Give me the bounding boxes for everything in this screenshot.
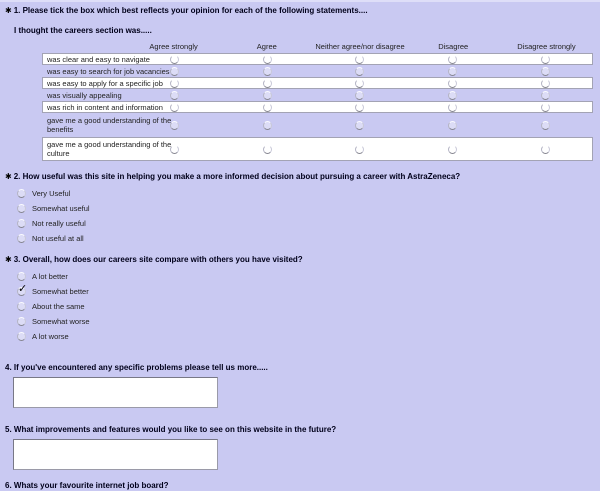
page-top-edge [0, 0, 600, 2]
q3-option [17, 329, 600, 344]
matrix-row [42, 89, 593, 101]
q4-answer-textarea[interactable] [13, 377, 218, 408]
matrix-row-label [43, 140, 172, 158]
matrix-cell [221, 103, 314, 112]
matrix-cell [314, 121, 407, 130]
question-3-title-text: 3. Overall, how does our careers site compare with others you have visited? [13, 255, 303, 264]
matrix-radio-row2-col2[interactable] [263, 67, 272, 76]
matrix-cell [221, 145, 314, 154]
required-icon: ✱ [5, 172, 12, 181]
q2-radio-4[interactable] [17, 234, 26, 243]
matrix-row [42, 53, 593, 65]
radio-checked-icon: ✓ [18, 282, 28, 295]
matrix-radio-row3-col5[interactable] [541, 79, 550, 88]
matrix-row-label [43, 116, 172, 134]
matrix-radio-row5-col4[interactable] [448, 103, 457, 112]
q3-option [17, 314, 600, 329]
matrix-row [42, 65, 593, 77]
matrix-cell [499, 103, 592, 112]
q5-answer-textarea[interactable] [13, 439, 218, 470]
q3-radio-5[interactable] [17, 332, 26, 341]
question-6-title: 6. Whats your favourite internet job board? [5, 481, 169, 490]
matrix-cell [314, 145, 407, 154]
q2-option [17, 186, 600, 201]
matrix-cell [314, 91, 407, 100]
q2-option-label: Somewhat useful [32, 204, 90, 213]
matrix-cell [406, 145, 499, 154]
question-3-title [0, 255, 600, 265]
matrix-radio-row7-col3[interactable] [355, 145, 364, 154]
matrix-radio-row2-col3[interactable] [355, 67, 364, 76]
q3-option-label: A lot better [32, 272, 68, 281]
q2-radio-2[interactable] [17, 204, 26, 213]
matrix-cell [406, 55, 499, 64]
matrix-cell [406, 67, 499, 76]
matrix-cell [499, 91, 592, 100]
q3-option [17, 299, 600, 314]
matrix-header-row [42, 39, 593, 53]
matrix-cell [314, 103, 407, 112]
required-icon: ✱ [5, 255, 12, 264]
q1-matrix-table [42, 39, 593, 161]
matrix-row-label [43, 78, 163, 88]
matrix-radio-row5-col1[interactable] [170, 103, 179, 112]
matrix-radio-row2-col1[interactable] [170, 67, 179, 76]
matrix-row-label-text: gave me a good understanding of the culture [47, 140, 172, 158]
matrix-column-header: Agree [256, 41, 277, 51]
matrix-radio-row4-col3[interactable] [355, 91, 364, 100]
question-5-title: 5. What improvements and features would you like to see on this website in the future? [5, 425, 337, 434]
question-1-title [0, 6, 600, 16]
matrix-row [42, 113, 593, 137]
matrix-row-label-text: was rich in content and information [47, 102, 163, 112]
question-2-title-text: 2. How useful was this site in helping you make a more informed decision about pursuing a career with AstraZeneca? [13, 172, 461, 181]
matrix-row-label-text: was visually appealing [47, 90, 122, 100]
matrix-radio-row2-col4[interactable] [448, 67, 457, 76]
matrix-radio-row6-col5[interactable] [541, 121, 550, 130]
matrix-cell [221, 91, 314, 100]
q2-radio-3[interactable] [17, 219, 26, 228]
matrix-cell [314, 79, 407, 88]
matrix-radio-row1-col5[interactable] [541, 55, 550, 64]
q3-radio-2[interactable] [17, 282, 28, 296]
q3-option [17, 269, 600, 284]
matrix-radio-row4-col2[interactable] [263, 91, 272, 100]
matrix-row-label [43, 91, 128, 100]
matrix-cell [499, 55, 592, 64]
q3-radio-1[interactable] [17, 272, 26, 281]
matrix-radio-row7-col1[interactable] [170, 145, 179, 154]
matrix-radio-row4-col5[interactable] [541, 91, 550, 100]
q3-option [17, 284, 600, 299]
matrix-radio-row1-col2[interactable] [263, 55, 272, 64]
matrix-radio-row2-col5[interactable] [541, 67, 550, 76]
matrix-row [42, 77, 593, 89]
matrix-cell [314, 67, 407, 76]
matrix-radio-row5-col2[interactable] [263, 103, 272, 112]
matrix-row-label [43, 102, 163, 112]
question-4-title: 4. If you've encountered any specific problems please tell us more..... [5, 363, 268, 372]
matrix-cell [499, 121, 592, 130]
matrix-radio-row4-col4[interactable] [448, 91, 457, 100]
matrix-radio-row5-col3[interactable] [355, 103, 364, 112]
matrix-radio-row6-col2[interactable] [263, 121, 272, 130]
q2-option-label: Very Useful [32, 189, 71, 198]
matrix-cell [499, 79, 592, 88]
q3-radio-4[interactable] [17, 317, 26, 326]
matrix-column-header: Disagree strongly [517, 41, 576, 51]
matrix-cell [499, 67, 592, 76]
matrix-radio-row1-col1[interactable] [170, 55, 179, 64]
matrix-cell [221, 67, 314, 76]
question-2-title [0, 172, 600, 182]
matrix-radio-row1-col4[interactable] [448, 55, 457, 64]
matrix-radio-row7-col5[interactable] [541, 145, 550, 154]
matrix-row-label-text: was easy to search for job vacancies [47, 66, 170, 76]
matrix-row-label-text: gave me a good understanding of the benefits [47, 116, 172, 134]
matrix-cell [406, 79, 499, 88]
matrix-row-label-text: was clear and easy to navigate [47, 54, 150, 64]
matrix-radio-row6-col3[interactable] [355, 121, 364, 130]
matrix-radio-row3-col4[interactable] [448, 79, 457, 88]
matrix-cell [221, 121, 314, 130]
question-1-title-text: 1. Please tick the box which best reflects your opinion for each of the following statements.... [13, 6, 368, 15]
q2-radio-1[interactable] [17, 189, 26, 198]
matrix-column-header: Agree strongly [149, 41, 198, 51]
matrix-column-header: Disagree [438, 41, 469, 51]
q3-option-label: Somewhat better [32, 287, 89, 296]
matrix-radio-row6-col4[interactable] [448, 121, 457, 130]
q3-radio-3[interactable] [17, 302, 26, 311]
q3-option-label: Somewhat worse [32, 317, 90, 326]
matrix-radio-row5-col5[interactable] [541, 103, 550, 112]
matrix-radio-row3-col3[interactable] [355, 79, 364, 88]
q2-option-label: Not useful at all [32, 234, 84, 243]
matrix-cell [221, 79, 314, 88]
matrix-cell [221, 55, 314, 64]
q3-option-label: About the same [32, 302, 85, 311]
matrix-radio-row3-col2[interactable] [263, 79, 272, 88]
matrix-column-header: Neither agree/nor disagree [315, 41, 405, 51]
q2-option [17, 216, 600, 231]
q2-options [17, 186, 600, 246]
matrix-radio-row6-col1[interactable] [170, 121, 179, 130]
matrix-row-label-text: was easy to apply for a specific job [47, 78, 163, 88]
matrix-radio-row4-col1[interactable] [170, 91, 179, 100]
matrix-cell [406, 103, 499, 112]
q2-option [17, 231, 600, 246]
matrix-row-label [43, 66, 170, 76]
matrix-cell [406, 121, 499, 130]
matrix-row-label [43, 54, 150, 64]
q3-option-label: A lot worse [32, 332, 69, 341]
matrix-cell [499, 145, 592, 154]
matrix-radio-row1-col3[interactable] [355, 55, 364, 64]
q2-option [17, 201, 600, 216]
q2-option-label: Not really useful [32, 219, 86, 228]
matrix-radio-row7-col2[interactable] [263, 145, 272, 154]
question-1-subtitle: I thought the careers section was..... [14, 26, 152, 35]
matrix-radio-row3-col1[interactable] [170, 79, 179, 88]
matrix-cell [406, 91, 499, 100]
q3-options [17, 269, 600, 344]
matrix-row [42, 137, 593, 161]
matrix-row [42, 101, 593, 113]
matrix-radio-row7-col4[interactable] [448, 145, 457, 154]
required-icon: ✱ [5, 6, 12, 15]
matrix-cell [314, 55, 407, 64]
